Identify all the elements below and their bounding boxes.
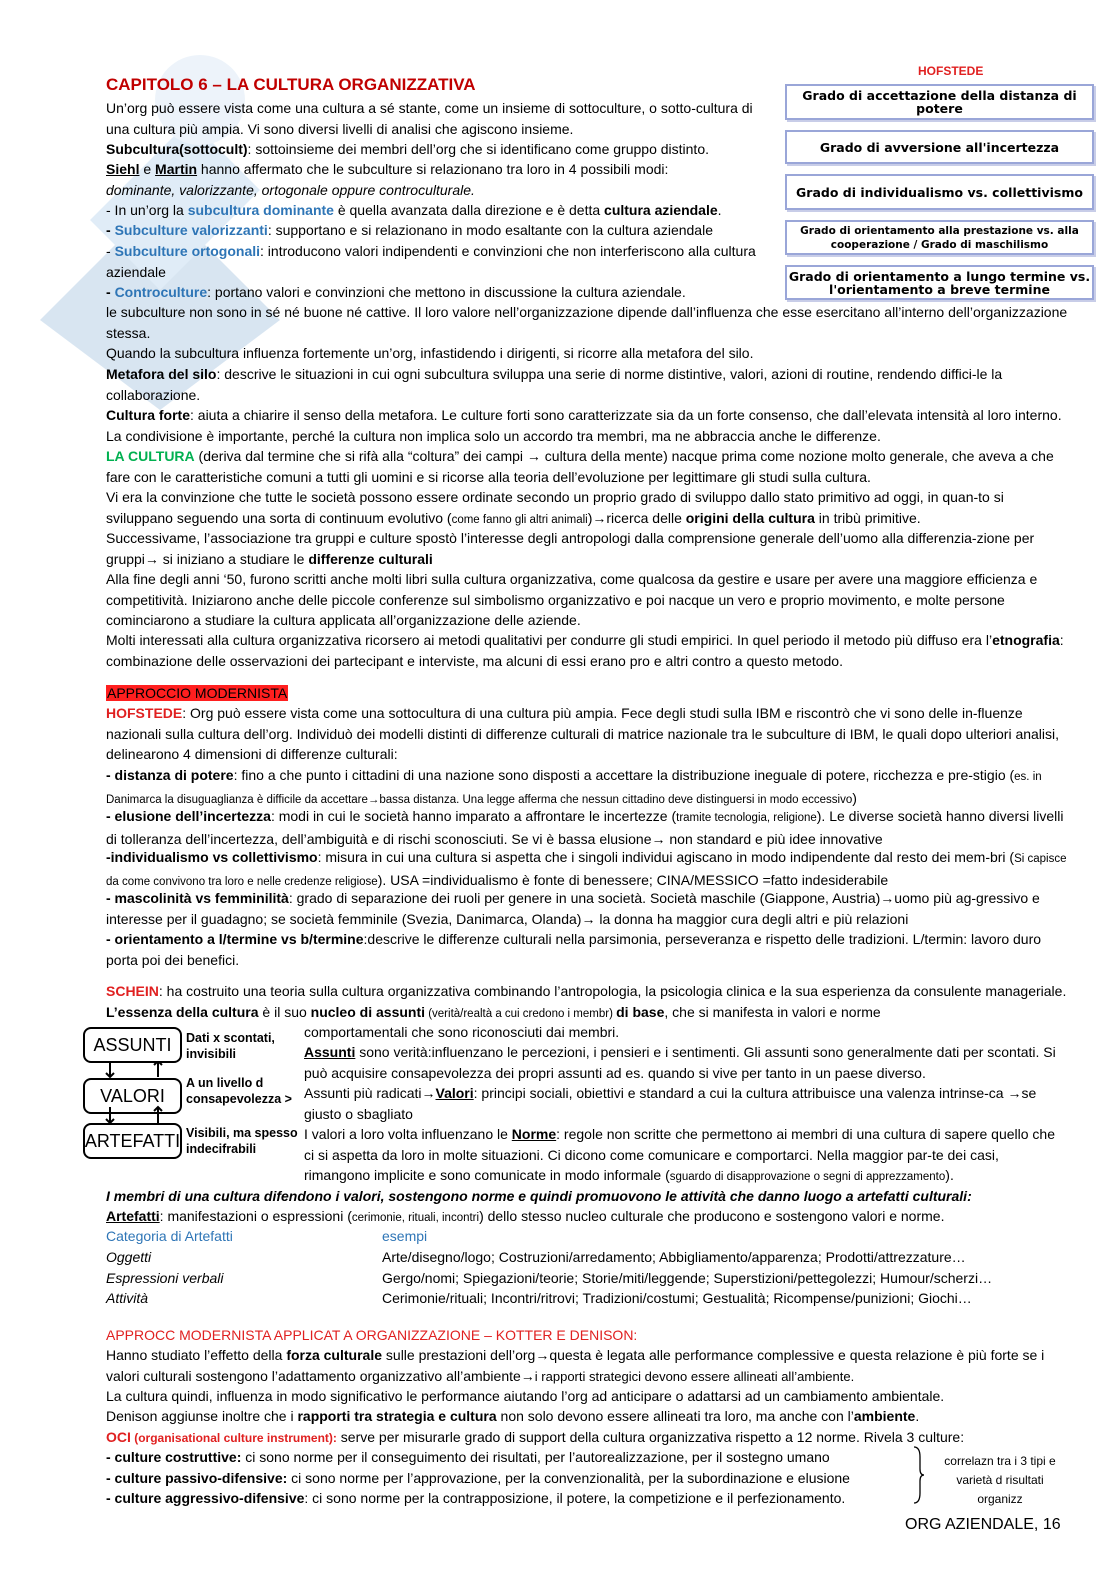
subcultura-dominante: - In un’org la subcultura dominante è quella avanzata dalla direzione e è detta cultura aziendale.: [106, 202, 722, 218]
page-footer: ORG AZIENDALE, 16: [905, 1516, 1061, 1533]
diagram-artefatti-box: ARTEFATTI: [83, 1123, 182, 1159]
culture-passivo-difensive: - culture passivo-difensive: ci sono norme per l’approvazione, per la convenzionalità, per la subordinazione e elusione: [106, 1470, 850, 1486]
kotter-p1: Hanno studiato l’effetto della forza culturale sulle prestazioni dell’org→questa è legata alle performance complessive e questa relazione è più forte se i valori culturali sostengono l’adattamento organizzativo all’ambiente→i rapporti strategici devono essere allineati all’ambiente.: [106, 1347, 1045, 1384]
diagram-label-assunti: Dati x scontati, invisibili: [186, 1031, 275, 1061]
elusione-incertezza: - elusione dell’incertezza: modi in cui le società hanno imparato a affrontare le incertezze (tramite tecnologia, religione). Le diverse società hanno diversi livelli di tolleranza dell’incertezza, dell’ambiguità e di rischi sconosciuti. Se vi è bassa elusione→ non standard e più idee innovative: [106, 808, 1064, 847]
table-row-category: Oggetti: [106, 1249, 152, 1265]
kotter-p3: Denison aggiunse inoltre che i rapporti tra strategia e cultura non solo devono essere allineati tra loro, ma anche con l’ambiente.: [106, 1408, 920, 1424]
hofstede-box-individualism: Grado di individualismo vs. collettivismo: [785, 174, 1094, 210]
brace-icon: [912, 1445, 924, 1505]
kotter-heading: APPROCC MODERNISTA APPLICAT A ORGANIZZAZIONE – KOTTER E DENISON:: [106, 1327, 638, 1343]
subculture-valorizzanti: - Subculture valorizzanti: supportano e si relazionano in modo esaltante con la cultura aziendale: [106, 222, 713, 238]
hofstede-box-uncertainty: Grado di avversione all'incertezza: [785, 130, 1094, 164]
schein-summary: I membri di una cultura difendono i valori, sostengono norme e quindi promuovono le attività che danno luogo a artefatti culturali:: [106, 1188, 972, 1204]
oci-def: OCI (organisational culture instrument): serve per misurarle grado di support della cultura organizzativa rispetto a 12 norme. Rivela 3 culture:: [106, 1429, 965, 1445]
diagram-label-valori: A un livello d consapevolezza >: [186, 1076, 292, 1106]
schein-line1: comportamentali che sono riconosciuti dai membri.: [304, 1024, 620, 1040]
hofstede-box-performance: Grado di orientamento alla prestazione vs. alla cooperazione / Grado di maschilismo: [785, 220, 1094, 255]
hofstede-text: HOFSTEDE: Org può essere vista come una sottocultura di una cultura più ampia. Fece degli studi sulla IBM e riscontrò che vi sono delle in-fluenze nazionali sulla cultura dell’org. Individuò dei modelli distinti di differenze culturali di matrice nazionale tra le subculture di IBM, le quali dopo ulteriori analisi, delinearono 4 dimensioni di differenze culturali:: [106, 705, 1060, 762]
cultura-forte: Cultura forte: aiuta a chiarire il senso della metafora. Le culture forti sono caratterizzate sia da un forte consenso, che dall’elevata intensità al loro interno. La condivisione è importante, perché la cultura non implica solo un accordo tra membri, ma ne abbraccia anche le differenze.: [106, 407, 1062, 444]
orientamento-termine: - orientamento a l/termine vs b/termine:descrive le differenze culturali nella parsimonia, perseveranza e rispetto delle tradizioni. L/termin: lavoro duro porta poi dei benefici.: [106, 931, 1042, 968]
subcultura-def: Subcultura(sottocult): sottoinsieme dei membri dell’org che si identificano come gruppo distinto.: [106, 141, 709, 157]
culture-aggressivo-difensive: - culture aggressivo-difensive: ci sono norme per la contrapposizione, il potere, la competizione e il perfezionamento.: [106, 1490, 846, 1506]
hofstede-box-long-term: Grado di orientamento a lungo termine vs. l'orientamento a breve termine: [785, 265, 1094, 300]
subculture-ortogonali: - Subculture ortogonali: introducono valori indipendenti e convinzioni che non interferiscono alla cultura aziendale: [106, 243, 756, 280]
metafora-silo: Metafora del silo: descrive le situazioni in cui ogni subcultura sviluppa una serie di norme distintive, valori, azioni di routine, rendendo diffici-le la collaborazione.: [106, 366, 1003, 403]
table-row-category: Attività: [106, 1290, 149, 1306]
table-row-category: Espressioni verbali: [106, 1270, 224, 1286]
anni-50: Alla fine degli anni ‘50, furono scritti anche molti libri sulla cultura organizzativa, come qualcosa da gestire e usare per avere una maggiore efficienza e competitività. Iniziarono anche delle piccole conferenze sul simbolismo organizzativo e poi nacque un vero e proprio movimento, e molte persone cominciarono a studiare la cultura applicata all’organizzazione delle aziende.: [106, 571, 1038, 628]
correlation-note: correlazn tra i 3 tipi e varietà d risultati organizz: [944, 1454, 1056, 1506]
continuum-evolutivo: Vi era la convinzione che tutte le società possono essere ordinate secondo un proprio grado di sviluppo dallo stato primitivo ad oggi, in quan-to si sviluppano seguendo una sorta di continuum evolutivo (come fanno gli altri animali)→ricerca delle origini della cultura in tribù primitive.: [106, 489, 1004, 526]
table-row-examples: Arte/disegno/logo; Costruzioni/arredamento; Abbigliamento/apparenza; Prodotti/attrezzature…: [382, 1249, 966, 1265]
diagram-label-artefatti: Visibili, ma spesso indecifrabili: [186, 1126, 298, 1156]
table-row-examples: Gergo/nomi; Spiegazioni/teorie; Storie/miti/leggende; Superstizioni/pettegolezzi; Humour/scherzi…: [382, 1270, 993, 1286]
artefatti-def: Artefatti: manifestazioni o espressioni (cerimonie, rituali, incontri) dello stesso nucleo culturale che producono e sostengono valori e norme.: [106, 1208, 945, 1224]
la-cultura: LA CULTURA (deriva dal termine che si rifà alla “coltura” dei campi → cultura della mente) nacque prima come nozione molto generale, che aveva a che fare con le caratteristiche comuni a tutti gli uomini e si ricorse alla teoria dell’evoluzione per legittimare gli studi sulla cultura.: [106, 448, 1054, 485]
individualismo: -individualismo vs collettivismo: misura in cui una cultura si aspetta che i singoli individui agiscano in modo indipendente dal resto dei mem-bri (Si capisce da come convivono tra loro e nelle credenze religiose). USA =individualismo è fonte di benessere; CINA/MESSICO =fatto indesiderabile: [106, 849, 1067, 888]
valori-def: Assunti più radicati→Valori: principi sociali, obiettivi e standard a cui la cultura attribuisce una valenza intrinse-ca →se giusto o sbagliato: [304, 1085, 1037, 1122]
norme-def: I valori a loro volta influenzano le Norme: regole non scritte che permettono ai membri di una cultura di sapere quello che ci si aspetta da loro in molte situazioni. Ci dicono come comunicare e comportarci. Nella maggior par-te dei casi, rimangono implicite e sono comunicate in modo informale (sguardo di disapprovazione o segni di apprezzamento).: [304, 1126, 1055, 1183]
schein-intro: SCHEIN: ha costruito una teoria sulla cultura organizzativa combinando l’antropologia, la psicologia clinica e la sua esperienza da consulente manageriale. L’essenza della cultura è il suo nucleo di assunti (verità/realtà a cui credono i membr) di base, che si manifesta in valori e norme: [106, 983, 1067, 1020]
subculture-neutral: le subculture non sono in sé né buone né cattive. Il loro valore nell’organizzazione dipende dall’influenza che esse esercitano all’interno dell’organizzazione stessa.: [106, 304, 1068, 341]
diagram-arrows-icon: [88, 1061, 178, 1125]
mascolinita: - mascolinità vs femminilità: grado di separazione dei ruoli per genere in una società. Società maschile (Giappone, Austria)→uomo più ag-gressivo e interesse per il guadagno; se società femminile (Svezia, Danimarca, Olanda)→ la donna ha maggior cura degli altri e più relazioni: [106, 890, 1040, 927]
table-header-category: Categoria di Artefatti: [106, 1228, 233, 1244]
differenze-culturali: Successivame, l’associazione tra gruppi e culture spostò l’interesse degli antropologi dalla comprensione generale dell’uomo alla differenzia-zione per gruppi→ si iniziano a studiare le differenze culturali: [106, 530, 1035, 567]
controculture: - Controculture: portano valori e convinzioni che mettono in discussione la cultura aziendale.: [106, 284, 686, 300]
assunti-def: Assunti sono verità:influenzano le percezioni, i pensieri e i sentimenti. Gli assunti sono generalmente dati per scontati. Si può acquisire consapevolezza dei propri assunti ad es. quando si vive per tanto in un paese diverso.: [304, 1044, 1056, 1081]
distanza-potere: - distanza di potere: fino a che punto i cittadini di una nazione sono disposti a accettare la distribuzione ineguale di potere, ricchezza e pre-stigio (es. in Danimarca la disuguaglianza è difficile da accettare→bassa distanza. Una legge afferma che nessun cittadino deve distinguersi in modo eccessivo): [106, 767, 1042, 806]
subculture-modes: dominante, valorizzante, ortogonale oppure controculturale.: [106, 182, 475, 198]
table-header-examples: esempi: [382, 1228, 428, 1244]
etnografia: Molti interessati alla cultura organizzativa ricorsero ai metodi qualitativi per condurre gli studi empirici. In quel periodo il metodo più diffuso era l’etnografia: combinazione delle osservazioni dei partecipant e interviste, ma alcuni di essi erano pro e altri contro a questo metodo.: [106, 632, 1064, 669]
hofstede-heading: HOFSTEDE: [918, 64, 984, 78]
diagram-assunti-box: ASSUNTI: [83, 1027, 182, 1063]
table-row-examples: Cerimonie/rituali; Incontri/ritrovi; Tradizioni/costumi; Gestualità; Ricompense/punizioni; Giochi…: [382, 1290, 972, 1306]
modernista-heading: APPROCCIO MODERNISTA: [107, 685, 288, 701]
silo-intro: Quando la subcultura influenza fortemente un’org, infastidendo i dirigenti, si ricorre alla metafora del silo.: [106, 345, 754, 361]
intro-paragraph: Un’org può essere vista come una cultura a sé stante, come un insieme di sottoculture, o sotto-cultura di una cultura più ampia. Vi sono diversi livelli di analisi che agiscono insieme.: [106, 100, 753, 137]
siehl-martin-text: Siehl e Martin hanno affermato che le subculture si relazionano tra loro in 4 possibili modi:: [106, 161, 669, 177]
hofstede-box-power-distance: Grado di accettazione della distanza di potere: [785, 84, 1094, 120]
diagram-valori-box: VALORI: [83, 1078, 182, 1114]
culture-costruttive: - culture costruttive: ci sono norme per il conseguimento dei risultati, per l’autorealizzazione, per il sostegno umano: [106, 1449, 830, 1465]
kotter-p2: La cultura quindi, influenza in modo significativo le performance aiutando l’org ad anticipare o adattarsi ad un cambiamento ambientale.: [106, 1388, 945, 1404]
chapter-title: CAPITOLO 6 – LA CULTURA ORGANIZZATIVA: [106, 75, 476, 94]
